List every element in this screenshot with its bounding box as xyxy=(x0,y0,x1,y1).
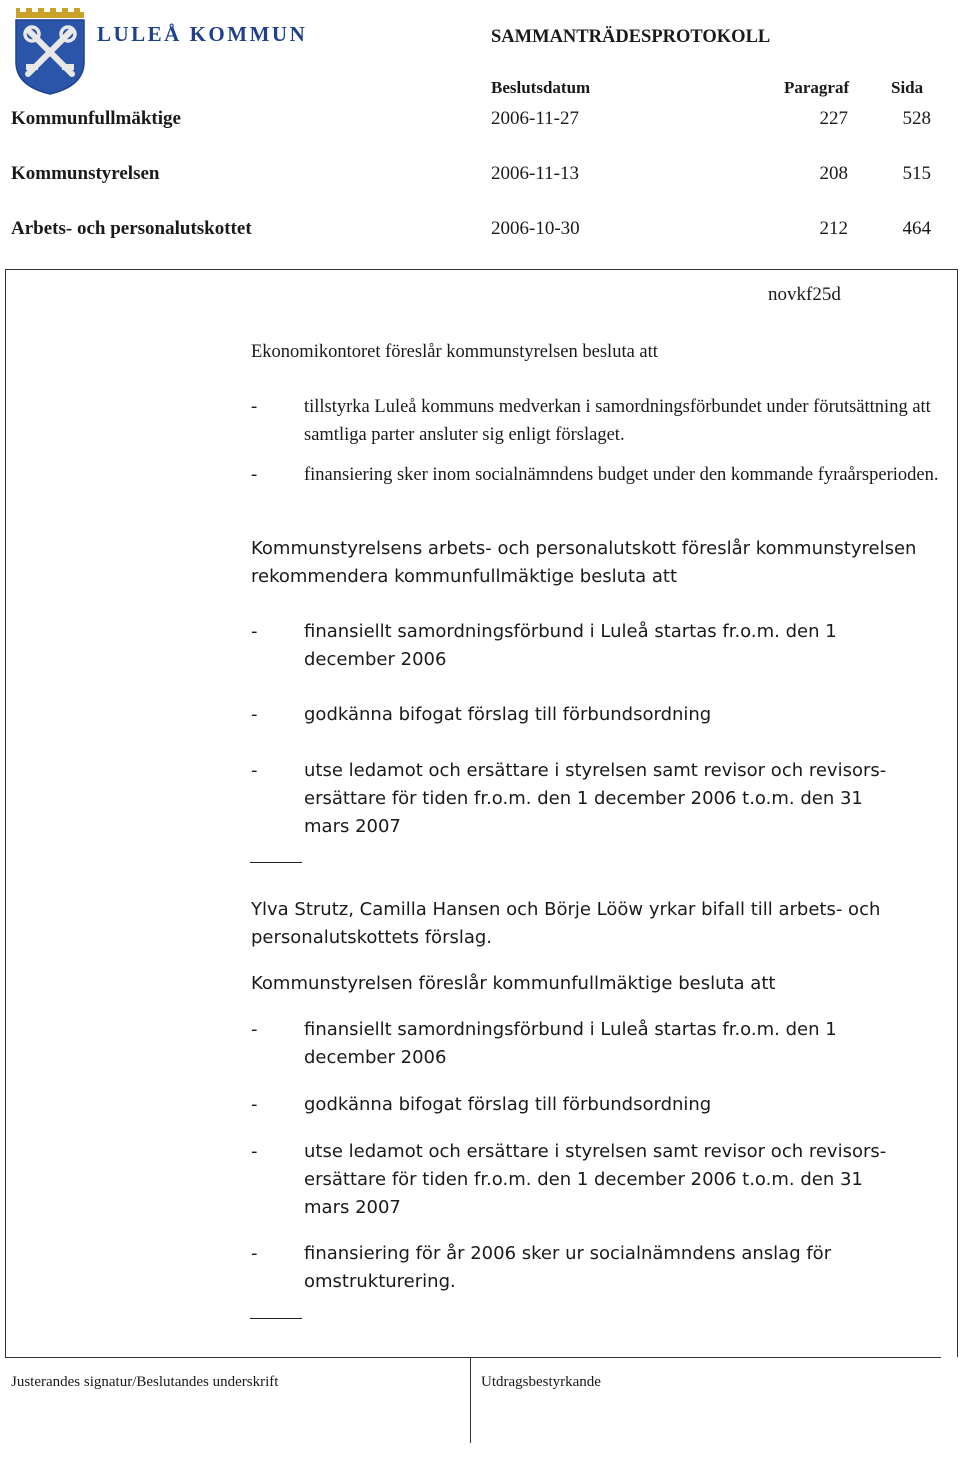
section3-item-4: finansiering för år 2006 sker ur socialnämndens anslag för omstrukturering. xyxy=(304,1243,832,1292)
section1-dash-1: - xyxy=(251,397,258,417)
section1-item-2: finansiering sker inom socialnämndens budget under den kommande fyraårsperioden. xyxy=(304,465,939,485)
row-page-1: 528 xyxy=(902,108,931,129)
footer-divider xyxy=(470,1357,471,1443)
section3-dash-2: - xyxy=(251,1094,258,1115)
separator-rule-1 xyxy=(250,862,302,863)
section2-item-1: finansiellt samordningsförbund i Luleå startas fr.o.m. den 1 december 2006 xyxy=(304,621,837,670)
section3-item-1: finansiellt samordningsförbund i Luleå startas fr.o.m. den 1 december 2006 xyxy=(304,1019,837,1068)
frame-right-border xyxy=(957,269,958,1357)
row-date-3: 2006-10-30 xyxy=(491,218,580,239)
section3-item-3: utse ledamot och ersättare i styrelsen samt revisor och revisors-ersättare för tiden fr.o.m. den 1 december 2006 t.o.m. den 31 mars 2007 xyxy=(304,1141,887,1218)
row-date-1: 2006-11-27 xyxy=(491,108,579,129)
section3-item-2: godkänna bifogat förslag till förbundsordning xyxy=(304,1094,712,1115)
column-header-page: Sida xyxy=(891,78,924,97)
reference-code: novkf25d xyxy=(768,284,841,305)
row-para-1: 227 xyxy=(819,108,848,129)
section3-dash-3: - xyxy=(251,1141,258,1162)
organization-name: LULEÅ KOMMUN xyxy=(97,22,308,46)
section2-item-2: godkänna bifogat förslag till förbundsordning xyxy=(304,704,712,725)
section3-intro: Kommunstyrelsen föreslår kommunfullmäktige besluta att xyxy=(251,973,776,994)
motion-line2: personalutskottets förslag. xyxy=(251,927,493,948)
section2-dash-3: - xyxy=(251,760,258,781)
section2-intro-line2: rekommendera kommunfullmäktige besluta att xyxy=(251,566,678,587)
row-date-2: 2006-11-13 xyxy=(491,163,579,184)
row-body-3: Arbets- och personalutskottet xyxy=(11,218,252,239)
row-page-3: 464 xyxy=(902,218,931,239)
footer-certification-label: Utdragsbestyrkande xyxy=(481,1374,601,1390)
row-body-1: Kommunfullmäktige xyxy=(11,108,181,129)
section1-dash-2: - xyxy=(251,465,258,485)
section2-dash-2: - xyxy=(251,704,258,725)
separator-rule-2 xyxy=(250,1318,302,1319)
footer-signature-label: Justerandes signatur/Beslutandes underskrift xyxy=(11,1374,279,1390)
column-header-date: Beslutsdatum xyxy=(491,78,591,97)
footer-top-border xyxy=(5,1357,941,1358)
lulea-coat-of-arms-logo xyxy=(10,4,90,96)
document-type: SAMMANTRÄDESPROTOKOLL xyxy=(491,27,771,47)
frame-left-border xyxy=(5,269,6,1357)
column-header-paragraph: Paragraf xyxy=(784,78,850,97)
row-para-3: 212 xyxy=(819,218,848,239)
section3-dash-4: - xyxy=(251,1243,258,1264)
section2-item-3: utse ledamot och ersättare i styrelsen samt revisor och revisors-ersättare för tiden fr.o.m. den 1 december 2006 t.o.m. den 31 mars 2007 xyxy=(304,760,887,837)
motion-line1: Ylva Strutz, Camilla Hansen och Börje Lööw yrkar bifall till arbets- och xyxy=(251,899,881,920)
row-para-2: 208 xyxy=(819,163,848,184)
section1-item-1: tillstyrka Luleå kommuns medverkan i samordningsförbundet under förutsättning att samtliga parter ansluter sig enligt förslaget. xyxy=(304,397,931,445)
section1-intro: Ekonomikontoret föreslår kommunstyrelsen besluta att xyxy=(251,342,658,362)
row-page-2: 515 xyxy=(902,163,931,184)
frame-top-border xyxy=(5,269,958,270)
section2-dash-1: - xyxy=(251,621,258,642)
section2-intro-line1: Kommunstyrelsens arbets- och personalutskott föreslår kommunstyrelsen xyxy=(251,538,917,559)
row-body-2: Kommunstyrelsen xyxy=(11,163,160,184)
section3-dash-1: - xyxy=(251,1019,258,1040)
